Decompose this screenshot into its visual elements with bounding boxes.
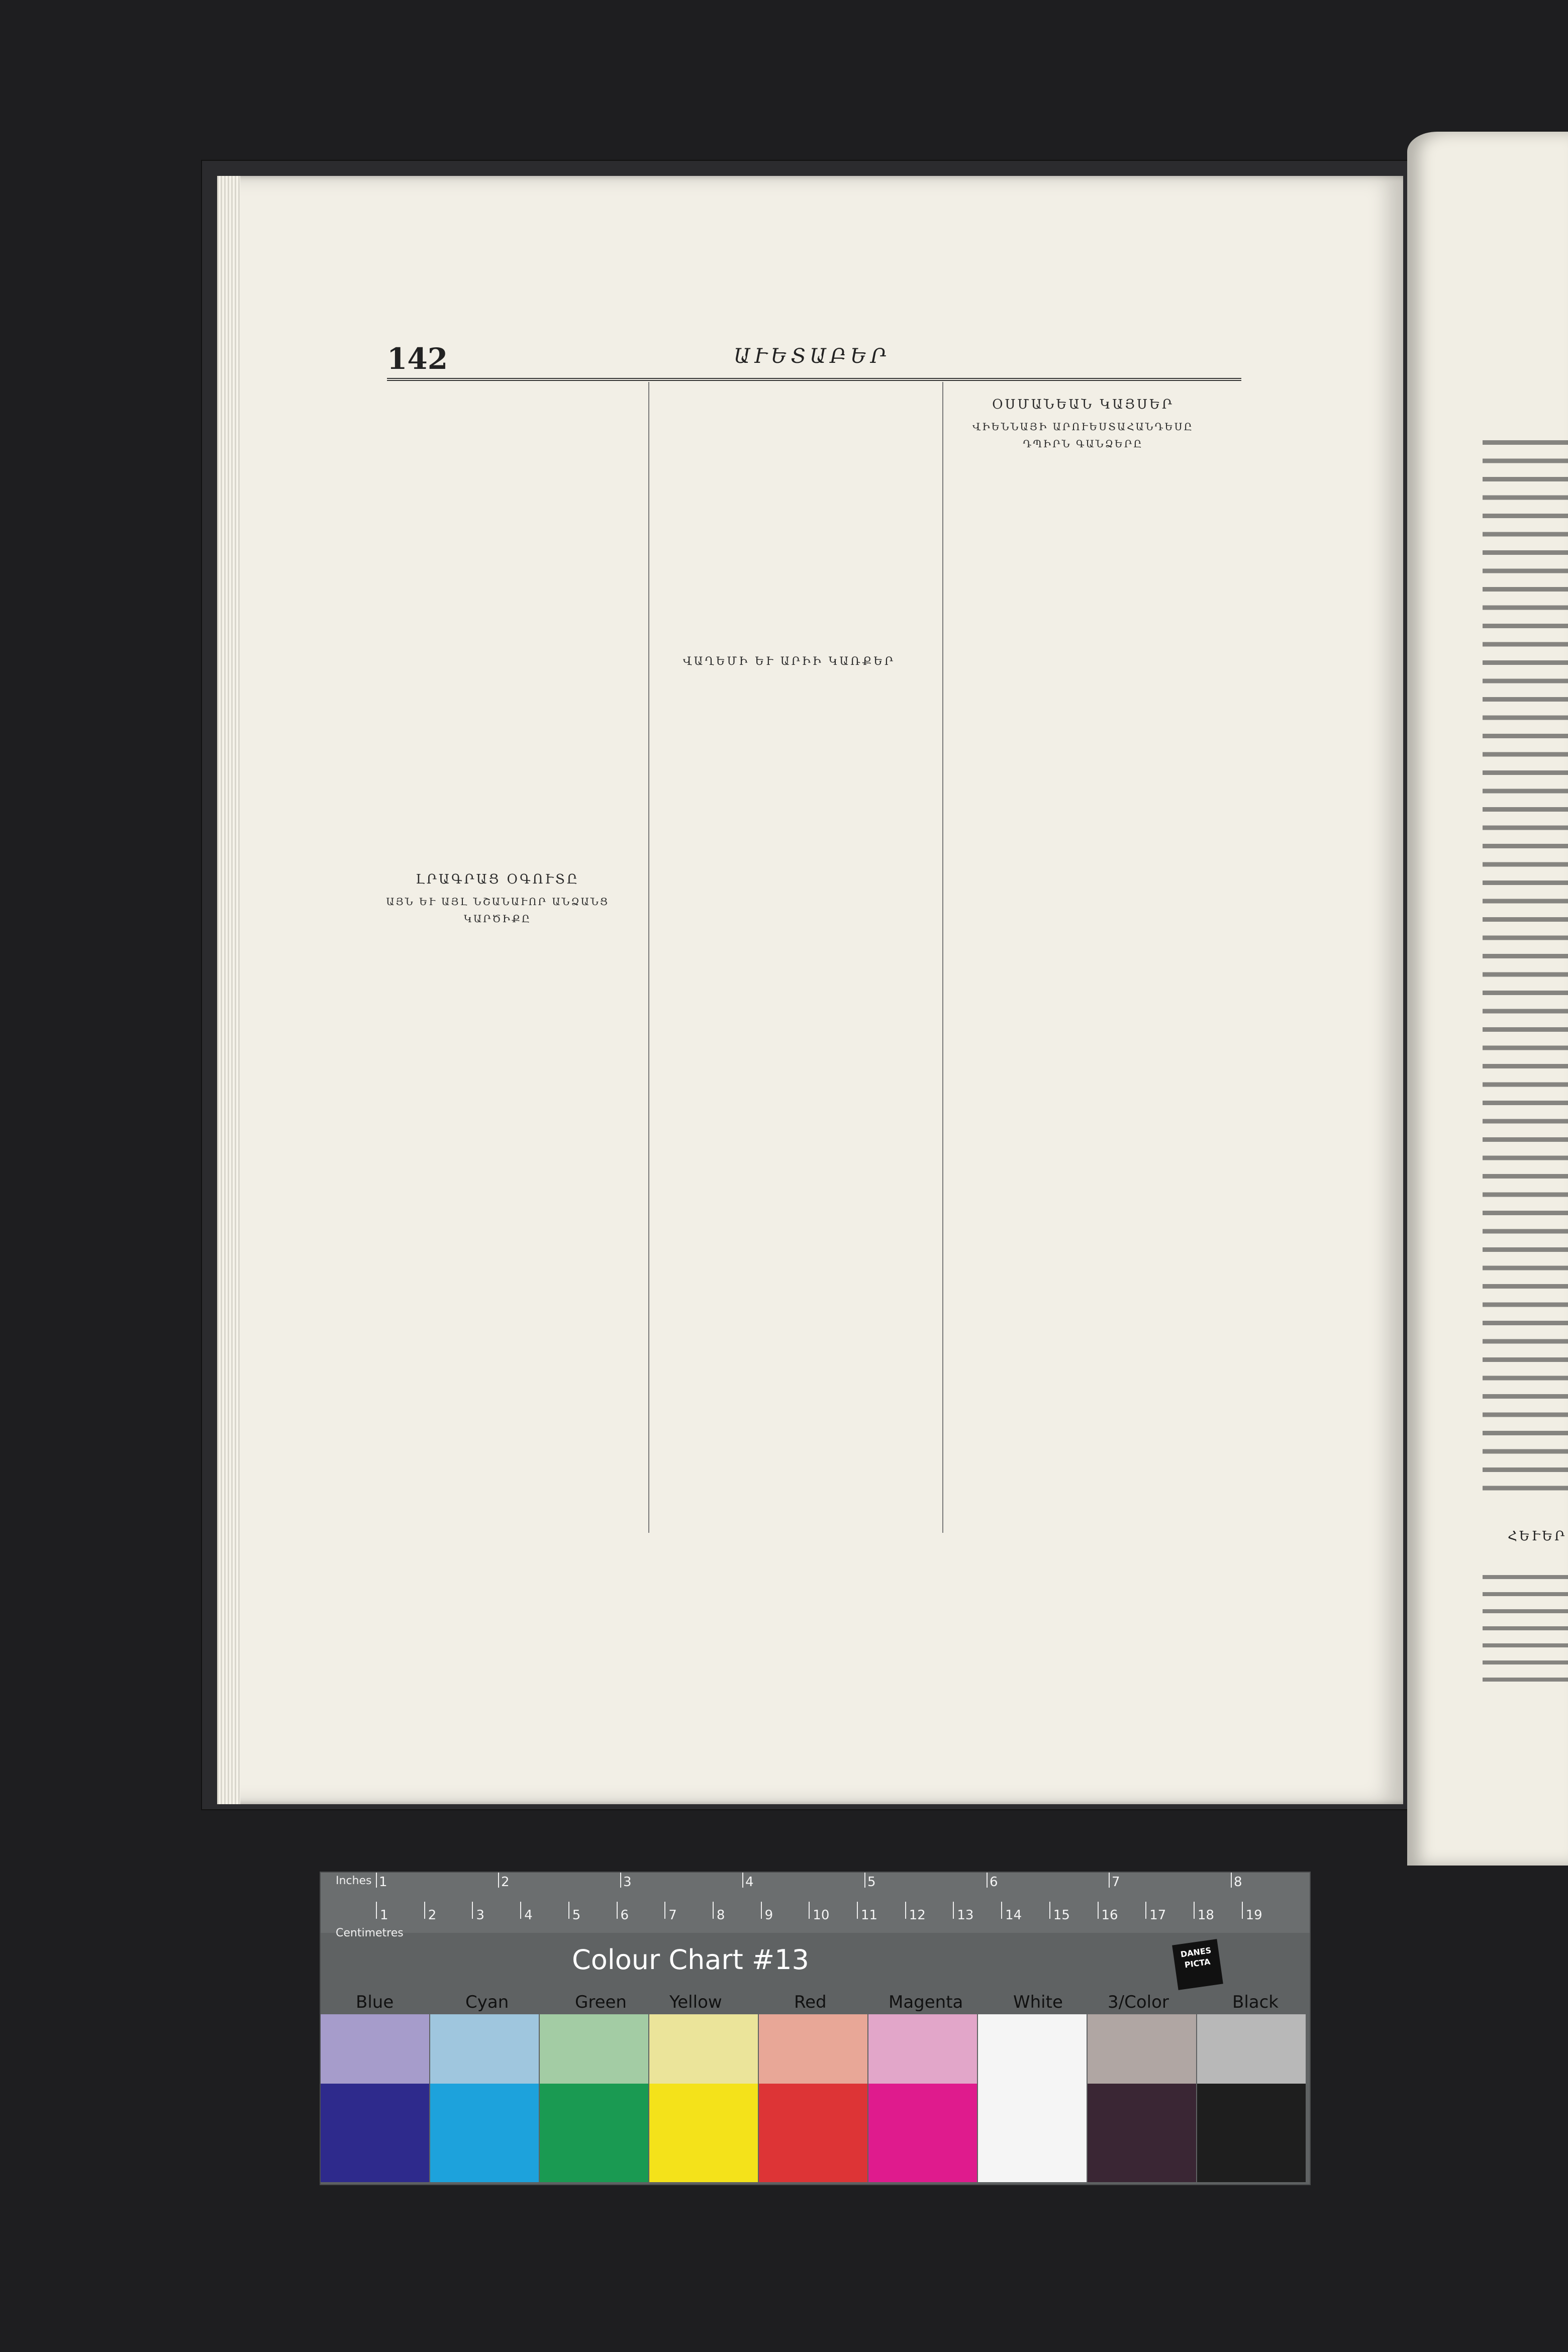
cm-tick bbox=[520, 1902, 521, 1919]
paragraph bbox=[367, 1383, 628, 1456]
inch-number: 7 bbox=[1112, 1875, 1120, 1890]
cm-number: 10 bbox=[813, 1908, 830, 1923]
swatch-dark bbox=[1197, 2084, 1306, 2182]
inch-tick bbox=[987, 1873, 988, 1888]
section-title: ԼՐԱԳՐԱՑ ՕԳՈՒՏԸ bbox=[416, 872, 579, 887]
swatch-light bbox=[321, 2014, 429, 2084]
danes-picta-logo: DANES PICTA bbox=[1172, 1939, 1223, 1990]
cm-tick bbox=[617, 1902, 618, 1919]
running-head bbox=[387, 342, 1241, 377]
cm-tick bbox=[376, 1902, 377, 1919]
cm-tick bbox=[1194, 1902, 1195, 1919]
book-page-right bbox=[1407, 132, 1568, 1866]
swatch-dark bbox=[649, 2084, 758, 2182]
cm-number: 7 bbox=[668, 1908, 677, 1923]
inch-tick bbox=[1109, 1873, 1110, 1888]
page-number: 142 bbox=[387, 342, 448, 376]
paragraph bbox=[367, 1140, 628, 1379]
inch-number: 2 bbox=[501, 1875, 510, 1890]
swatch-label: White bbox=[1013, 1992, 1063, 2012]
swatch-dark bbox=[540, 2084, 648, 2182]
cm-number: 11 bbox=[861, 1908, 878, 1923]
cm-number: 2 bbox=[428, 1908, 437, 1923]
swatch-light bbox=[759, 2014, 867, 2084]
page-edges bbox=[217, 176, 240, 1804]
swatch-label: Black bbox=[1232, 1992, 1279, 2012]
right-page-text-lower bbox=[1483, 1569, 1568, 1690]
swatch-light bbox=[430, 2014, 539, 2084]
cm-tick bbox=[713, 1902, 714, 1919]
cm-number: 6 bbox=[620, 1908, 629, 1923]
cm-tick bbox=[809, 1902, 810, 1919]
inch-tick bbox=[1231, 1873, 1232, 1888]
inch-tick bbox=[742, 1873, 743, 1888]
paragraph bbox=[952, 1007, 1214, 1510]
right-page-heading: ՀԵՒԵՐ bbox=[1508, 1529, 1567, 1544]
column-3 bbox=[952, 392, 1214, 1528]
swatch-label: Magenta bbox=[889, 1992, 963, 2012]
inch-number: 1 bbox=[379, 1875, 387, 1890]
section-title: ՎԱՂԵՄԻ ԵՒ ԱՐԻԻ ԿԱՌՔԵՐ bbox=[682, 655, 896, 668]
section-subtitle: ՎԻԵՆՆԱՅԻ ԱՐՈՒԵՍՏԱՀԱՆԴԵՍԸ ԴՊԻՐՆ ԳԱՆՁԵՐԸ bbox=[972, 421, 1194, 450]
ruler bbox=[321, 1873, 1310, 1933]
paragraph bbox=[367, 581, 628, 858]
swatch-light bbox=[978, 2014, 1087, 2084]
cm-tick bbox=[1145, 1902, 1146, 1919]
paragraph bbox=[658, 674, 920, 1277]
cm-tick bbox=[905, 1902, 906, 1919]
swatch-light bbox=[1088, 2014, 1196, 2084]
swatch-dark bbox=[759, 2084, 867, 2182]
cm-tick bbox=[953, 1902, 954, 1919]
inch-tick bbox=[620, 1873, 621, 1888]
swatch-label: Red bbox=[794, 1992, 827, 2012]
cm-number: 16 bbox=[1101, 1908, 1118, 1923]
cm-number: 19 bbox=[1245, 1908, 1262, 1923]
paragraph bbox=[658, 392, 920, 430]
swatch-label: Yellow bbox=[669, 1992, 722, 2012]
inch-number: 5 bbox=[867, 1875, 876, 1890]
cm-tick bbox=[761, 1902, 762, 1919]
swatch-label: Green bbox=[575, 1992, 627, 2012]
section-subtitle: ԱՅՆ ԵՒ ԱՅԼ ՆՇԱՆԱՒՈՐ ԱՆՁԱՆՑ ԿԱՐԾԻՔԸ bbox=[386, 896, 609, 925]
column-2 bbox=[658, 392, 920, 1528]
centimetres-label: Centimetres bbox=[336, 1927, 404, 1939]
cm-tick bbox=[1001, 1902, 1002, 1919]
cm-tick bbox=[857, 1902, 858, 1919]
header-rule bbox=[387, 378, 1241, 384]
cm-number: 4 bbox=[524, 1908, 533, 1923]
swatch-label: Blue bbox=[356, 1992, 394, 2012]
cm-tick bbox=[1049, 1902, 1050, 1919]
paragraph bbox=[658, 566, 920, 641]
paragraph bbox=[367, 392, 628, 575]
swatch-light bbox=[1197, 2014, 1306, 2084]
paragraph bbox=[367, 935, 628, 1136]
cm-tick bbox=[1098, 1902, 1099, 1919]
inch-number: 3 bbox=[623, 1875, 632, 1890]
cm-number: 13 bbox=[957, 1908, 974, 1923]
inch-number: 4 bbox=[745, 1875, 754, 1890]
inch-number: 8 bbox=[1234, 1875, 1242, 1890]
cm-number: 17 bbox=[1149, 1908, 1166, 1923]
cm-tick bbox=[472, 1902, 473, 1919]
paragraph bbox=[658, 434, 920, 562]
swatch-light bbox=[649, 2014, 758, 2084]
chart-title: Colour Chart #13 bbox=[572, 1944, 809, 1976]
cm-number: 14 bbox=[1005, 1908, 1022, 1923]
cm-number: 12 bbox=[909, 1908, 926, 1923]
swatch-label: 3/Color bbox=[1108, 1992, 1169, 2012]
inch-tick bbox=[498, 1873, 499, 1888]
cm-number: 1 bbox=[380, 1908, 388, 1923]
cm-number: 18 bbox=[1197, 1908, 1214, 1923]
swatch-light bbox=[540, 2014, 648, 2084]
swatch-dark bbox=[868, 2084, 977, 2182]
inch-tick bbox=[864, 1873, 865, 1888]
right-page-text bbox=[1483, 433, 1568, 1504]
swatch-dark bbox=[321, 2084, 429, 2182]
swatch-light bbox=[868, 2014, 977, 2084]
inch-tick bbox=[376, 1873, 377, 1888]
column-divider bbox=[942, 382, 943, 1533]
colour-chart bbox=[320, 1872, 1311, 2185]
cm-number: 15 bbox=[1053, 1908, 1070, 1923]
cm-tick bbox=[568, 1902, 569, 1919]
cm-tick bbox=[424, 1902, 425, 1919]
cm-tick bbox=[664, 1902, 665, 1919]
cm-number: 9 bbox=[764, 1908, 773, 1923]
cm-number: 3 bbox=[476, 1908, 484, 1923]
cm-number: 8 bbox=[716, 1908, 725, 1923]
swatch-label: Cyan bbox=[465, 1992, 509, 2012]
section-title: ՕՍՄԱՆԵԱՆ ԿԱՅՍԵՐ bbox=[992, 397, 1174, 412]
cm-number: 5 bbox=[572, 1908, 581, 1923]
paragraph bbox=[952, 460, 1214, 1003]
swatch-dark bbox=[430, 2084, 539, 2182]
column-divider bbox=[648, 382, 649, 1533]
journal-title: ԱՒԵՏԱԲԵՐ bbox=[734, 345, 891, 368]
swatch-dark bbox=[978, 2084, 1087, 2182]
inches-label: Inches bbox=[336, 1875, 372, 1887]
inch-number: 6 bbox=[990, 1875, 998, 1890]
swatch-dark bbox=[1088, 2084, 1196, 2182]
cm-tick bbox=[1242, 1902, 1243, 1919]
column-1 bbox=[367, 392, 628, 1528]
